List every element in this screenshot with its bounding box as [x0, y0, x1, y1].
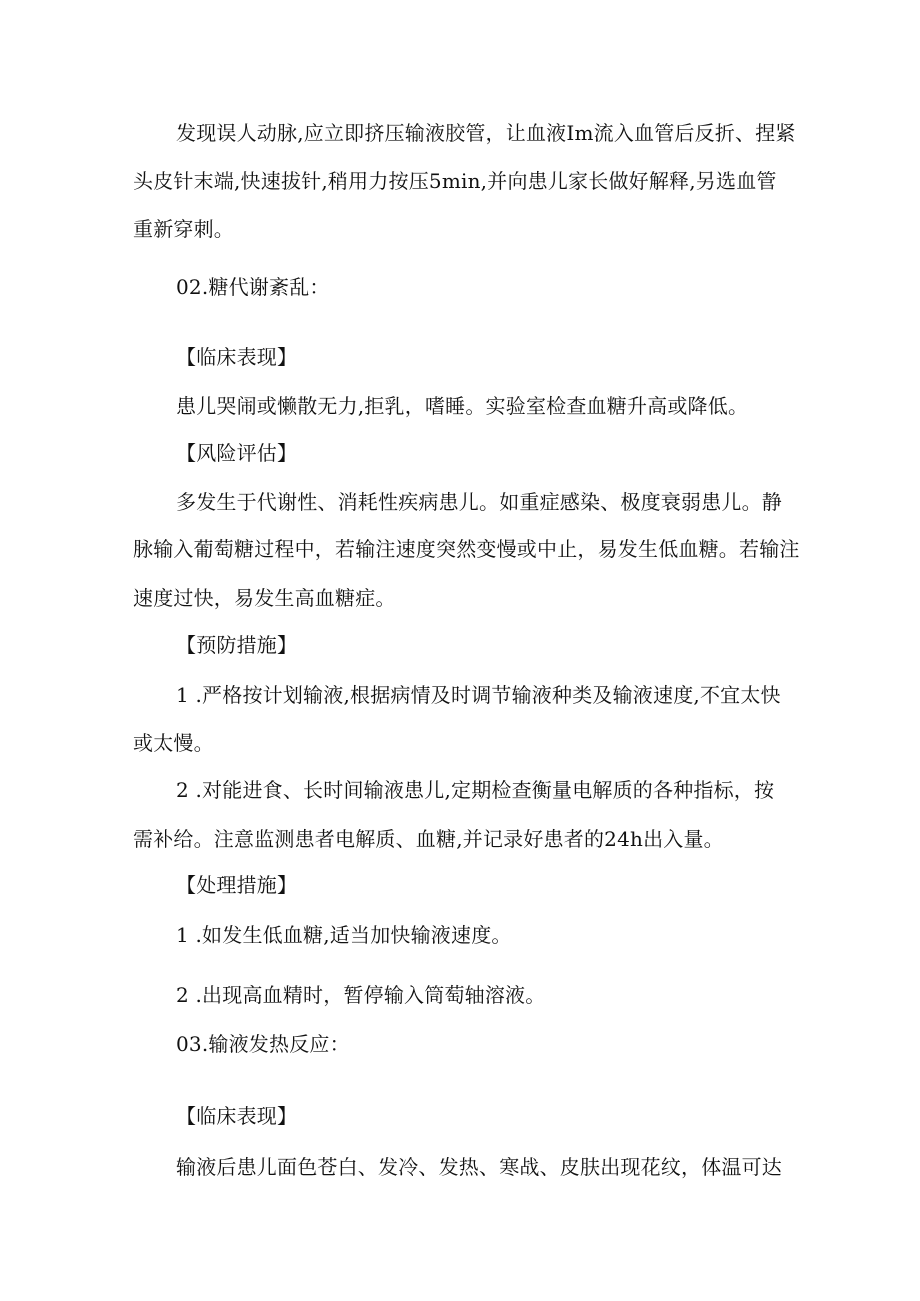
list-item-continuation: 或太慢。	[133, 731, 214, 755]
paragraph-line: 多发生于代谢性、消耗性疾病患儿。如重症感染、极度衰弱患儿。静	[176, 490, 782, 514]
paragraph-line: 速度过快，易发生高血糖症。	[133, 586, 396, 610]
clinical-heading: 【临床表现】	[176, 345, 298, 369]
prevention-heading: 【预防措施】	[176, 633, 298, 657]
paragraph-line: 发现误人动脉,应立即挤压输液胶管，让血液Im流入血管后反折、捏紧	[176, 121, 796, 145]
paragraph-line: 患儿哭闹或懒散无力,拒乳，嗜睡。实验室检查血糖升高或降低。	[176, 394, 749, 418]
list-item: 2 .对能进食、长时间输液患儿,定期检查衡量电解质的各种指标，按	[176, 778, 775, 802]
list-item-continuation: 需补给。注意监测患者电解质、血糖,并记录好患者的24h出入量。	[133, 827, 724, 851]
paragraph-line: 输液后患儿面色苍白、发冷、发热、寒战、皮肤出现花纹，体温可达	[176, 1155, 782, 1179]
list-item: 1 .严格按计划输液,根据病情及时调节输液种类及输液速度,不宜太快	[176, 683, 781, 707]
list-item: 2 .出现高血精时，暂停输入筒萄轴溶液。	[176, 983, 546, 1007]
paragraph-line: 脉输入葡萄糖过程中，若输注速度突然变慢或中止，易发生低血糖。若输注	[133, 537, 800, 561]
paragraph-line: 重新穿刺。	[133, 217, 234, 241]
section-title: 03.输液发热反应：	[176, 1032, 350, 1056]
paragraph-line: 头皮针末端,快速拔针,稍用力按压5min,并向患儿家长做好解释,另选血管	[133, 169, 777, 193]
clinical-heading: 【临床表现】	[176, 1104, 298, 1128]
section-title: 02.糖代谢紊乱：	[176, 275, 330, 299]
risk-heading: 【风险评估】	[176, 441, 298, 465]
treatment-heading: 【处理措施】	[176, 873, 298, 897]
list-item: 1 .如发生低血糖,适当加快输液速度。	[176, 923, 512, 947]
